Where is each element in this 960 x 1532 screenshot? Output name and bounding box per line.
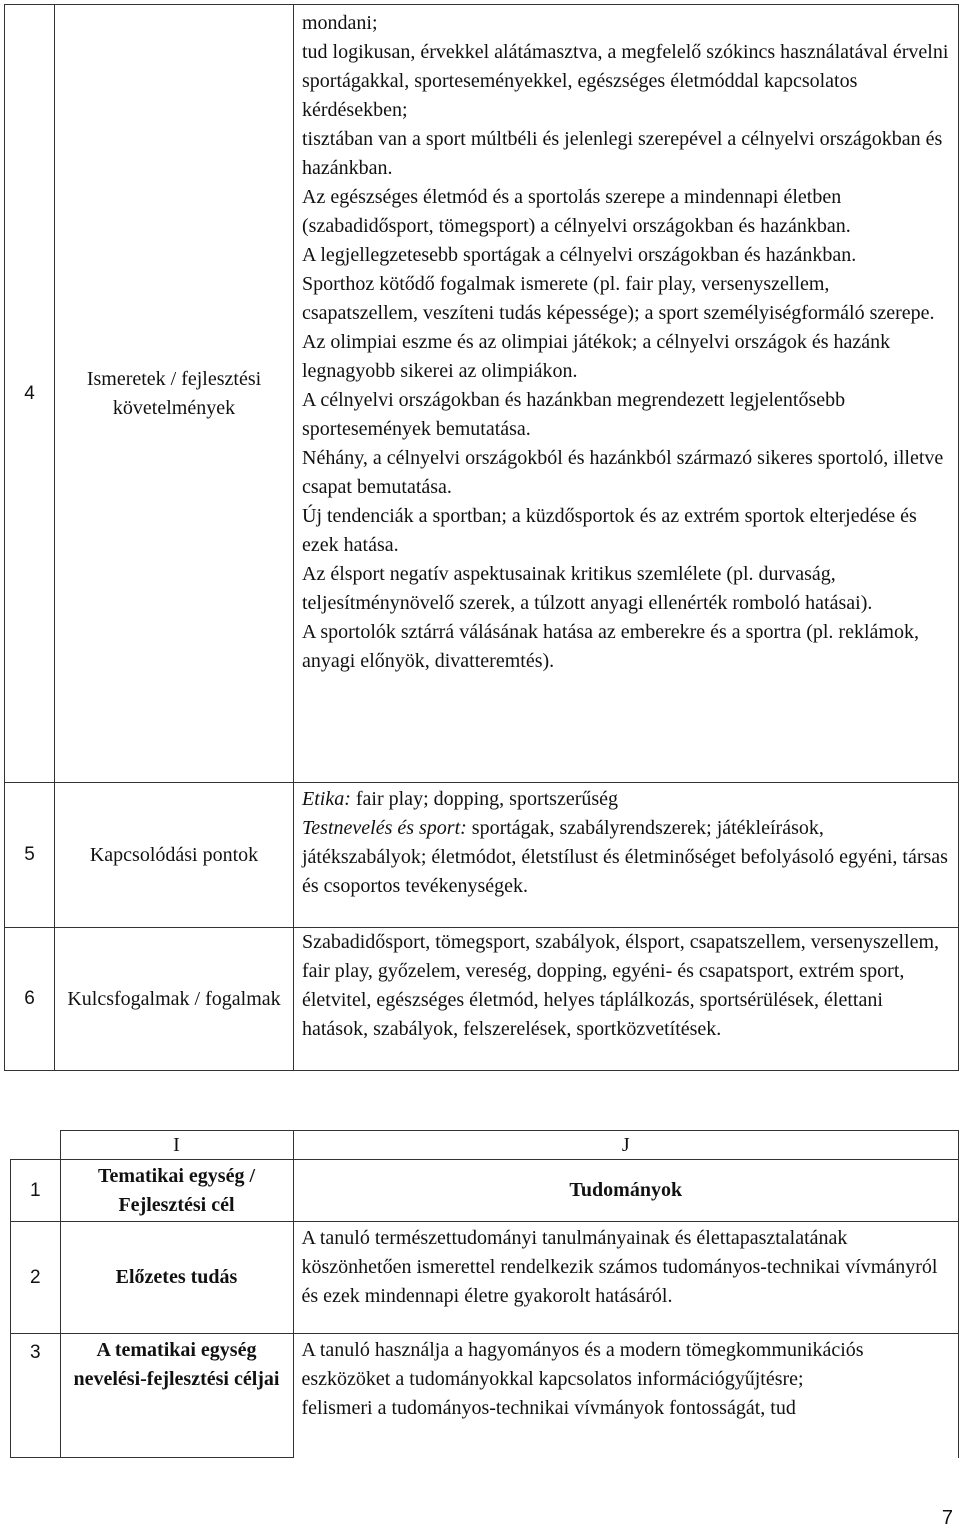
content-table-bottom bbox=[10, 1130, 959, 1458]
link-item bbox=[302, 785, 950, 814]
row-content: Szabadidősport, tömegsport, szabályok, élsport, csapatszellem, versenyszellem, fair play, győzelem, vereség, dopping, egyéni- és csapatsport, extrém sport, életvitel, egészséges életmód, helyes táplálkozás, sportsérülések, élettani hatások, szabályok, felszerelések, sportközvetítések. bbox=[294, 928, 959, 1071]
table-row bbox=[11, 1160, 959, 1222]
row-number: 2 bbox=[11, 1222, 61, 1334]
paragraph: tisztában van a sport múltbéli és jelenlegi szerepével a célnyelvi országokban és hazánkban. bbox=[302, 128, 943, 179]
paragraph: A sportolók sztárrá válásának hatása az emberekre és a sportra (pl. reklámok, anyagi előnyök, divatteremtés). bbox=[302, 621, 919, 672]
link-text: sportágak, szabályrendszerek; játékleírások, játékszabályok; életmódot, életstílust és életminőséget befolyásoló egyéni, társas és csoportos tevékenységek. bbox=[302, 817, 948, 897]
row-content bbox=[294, 783, 959, 928]
row-content: A tanuló természettudományi tanulmányainak és élettapasztalatának köszönhetően ismerettel rendelkezik számos tudományos-technikai vívmányról és ezek mindennapi életre gyakorolt hatásáról. bbox=[293, 1222, 959, 1334]
page-number: 7 bbox=[941, 1507, 953, 1529]
paragraph: A célnyelvi országokban és hazánkban megrendezett legjelentősebb sportesemények bemutatása. bbox=[302, 389, 846, 440]
subject-name: Etika: bbox=[302, 788, 351, 810]
column-header-j: J bbox=[293, 1131, 959, 1160]
row-number: 5 bbox=[5, 783, 55, 928]
paragraph: Néhány, a célnyelvi országokból és hazánkból származó sikeres sportoló, illetve csapat bemutatása. bbox=[302, 447, 944, 498]
row-content bbox=[293, 1334, 959, 1458]
subject-name: Testnevelés és sport: bbox=[302, 817, 467, 839]
row-label: Ismeretek / fejlesztési követelmények bbox=[55, 5, 294, 783]
link-item bbox=[302, 814, 950, 901]
row-number: 3 bbox=[11, 1334, 61, 1458]
paragraph: Az egészséges életmód és a sportolás szerepe a mindennapi életben (szabadidősport, tömegsport) a célnyelvi országokban és hazánkban. bbox=[302, 186, 851, 237]
row-number: 6 bbox=[5, 928, 55, 1071]
paragraph: Az élsport negatív aspektusainak kritikus szemlélete (pl. durvaság, teljesítménynövelő szerek, a túlzott anyagi ellenérték romboló hatásai). bbox=[302, 563, 873, 614]
row-label: Kulcsfogalmak / fogalmak bbox=[55, 928, 294, 1071]
column-header-i: I bbox=[60, 1131, 293, 1160]
row-label: A tematikai egység nevelési-fejlesztési céljai bbox=[60, 1334, 293, 1458]
row-content bbox=[294, 5, 959, 783]
link-text: fair play; dopping, sportszerűség bbox=[350, 788, 619, 810]
paragraph: A tanuló használja a hagyományos és a modern tömegkommunikációs eszközöket a tudományokkal kapcsolatos információgyűjtésre; bbox=[301, 1339, 864, 1390]
paragraph: A legjellegzetesebb sportágak a célnyelvi országokban és hazánkban. bbox=[302, 244, 857, 266]
table-row bbox=[11, 1222, 959, 1334]
paragraph: mondani; bbox=[302, 12, 378, 34]
row-number: 1 bbox=[11, 1160, 61, 1222]
paragraph: Sporthoz kötődő fogalmak ismerete (pl. fair play, versenyszellem, csapatszellem, veszíteni tudás képessége); a sport személyiségformáló szerepe. bbox=[302, 273, 935, 324]
paragraph: Új tendenciák a sportban; a küzdősportok és az extrém sportok elterjedése és ezek hatása. bbox=[302, 505, 917, 556]
row-label: Kapcsolódási pontok bbox=[55, 783, 294, 928]
row-label: Előzetes tudás bbox=[60, 1222, 293, 1334]
table-row bbox=[5, 5, 959, 783]
row-value: Tudományok bbox=[293, 1160, 959, 1222]
table-row bbox=[5, 783, 959, 928]
empty-header-cell bbox=[11, 1131, 61, 1160]
paragraph: tud logikusan, érvekkel alátámasztva, a megfelelő szókincs használatával érvelni sportágakkal, sporteseményekkel, egészséges életmóddal kapcsolatos kérdésekben; bbox=[302, 41, 949, 121]
row-number: 4 bbox=[5, 5, 55, 783]
table-row bbox=[11, 1334, 959, 1458]
column-header-row bbox=[11, 1131, 959, 1160]
paragraph: felismeri a tudományos-technikai vívmányok fontosságát, tud bbox=[301, 1397, 796, 1419]
content-table-top bbox=[4, 4, 959, 1071]
table-row bbox=[5, 928, 959, 1071]
row-label: Tematikai egység / Fejlesztési cél bbox=[60, 1160, 293, 1222]
paragraph: Az olimpiai eszme és az olimpiai játékok; a célnyelvi országok és hazánk legnagyobb sikerei az olimpiákon. bbox=[302, 331, 891, 382]
